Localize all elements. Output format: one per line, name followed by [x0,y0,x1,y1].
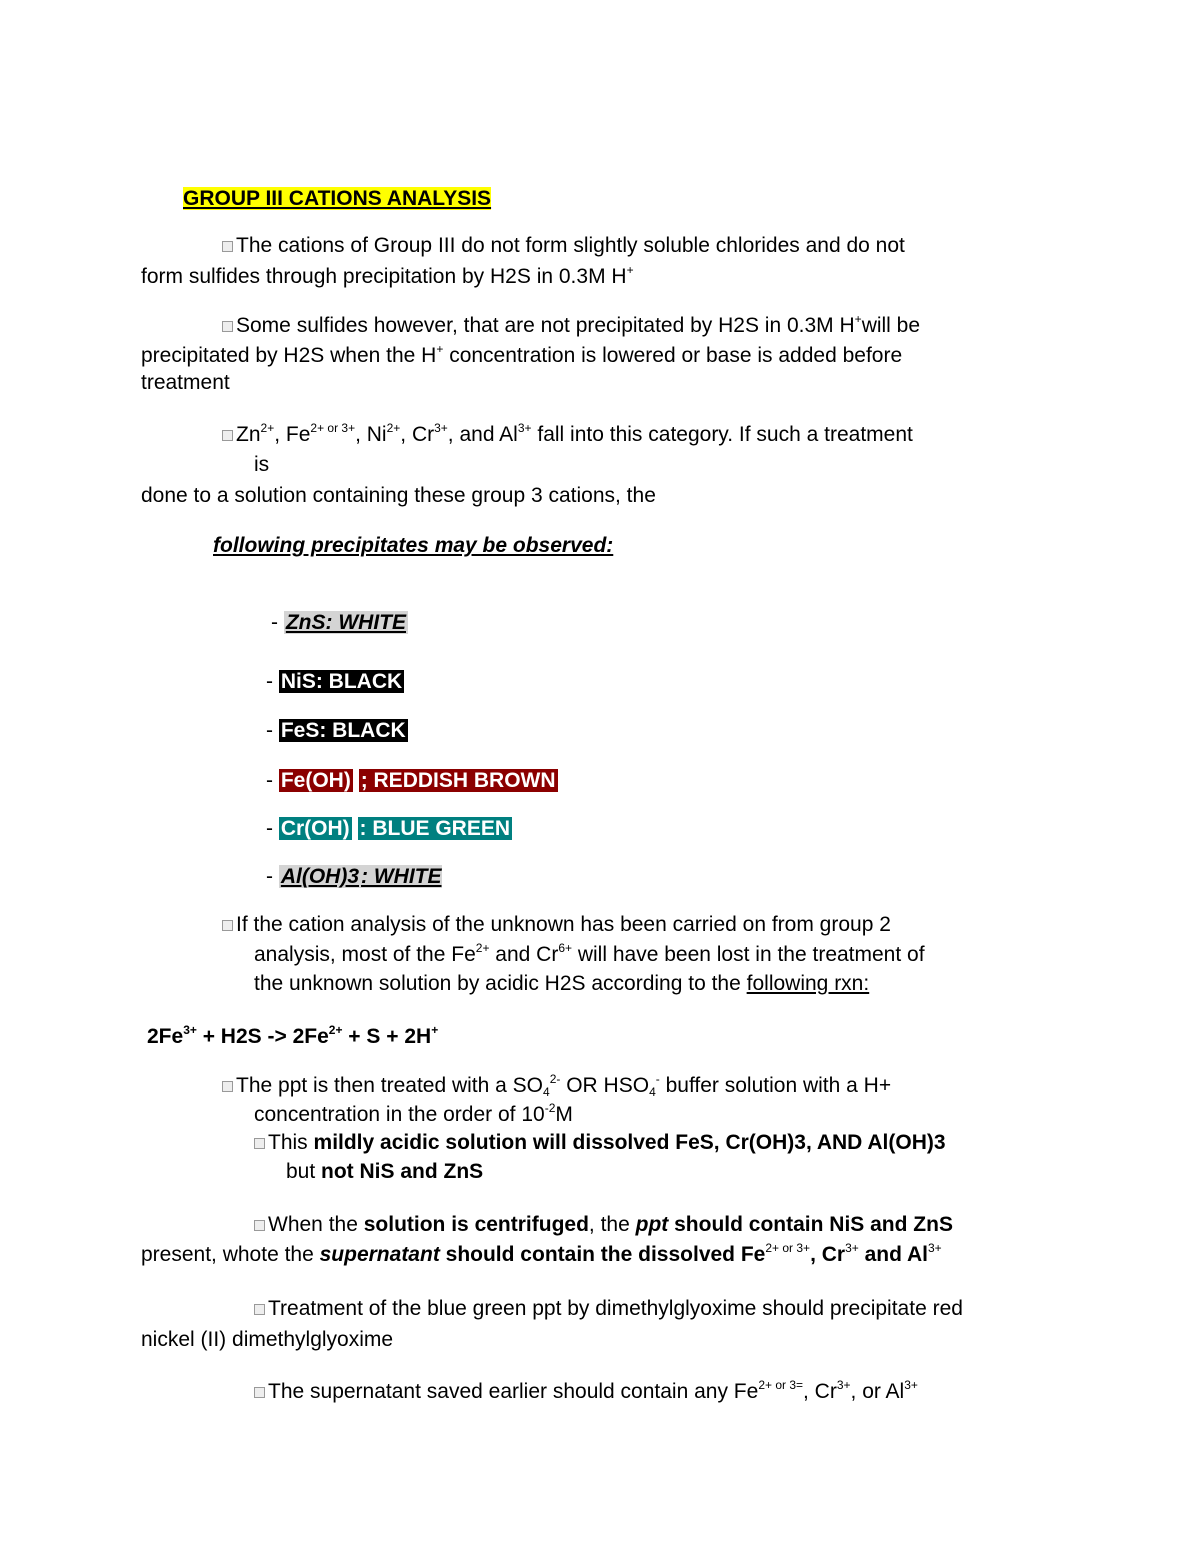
bullet-box-icon [254,1387,265,1398]
bullet-5-line-1: The ppt is then treated with a $SO_4^{2-}$ OR $HSO_4^-$ buffer solution with a H+ [222,1075,891,1096]
bullet-4-line-3: the unknown solution by acidic H2S according to the following rxn: [254,972,870,995]
precip-zns: - ZnS: WHITE [271,611,406,634]
precip-fes: - FeS: BLACK [266,719,406,742]
bullet-5-line-2: concentration in the order of $10^{-2}M$ [254,1101,573,1126]
page-title: GROUP III CATIONS ANALYSIS [183,187,492,210]
bullet-box-icon [222,241,233,252]
precip-croh: - Cr(OH) : BLUE GREEN [266,817,511,840]
bullet-6-line-2: but not NiS and ZnS [286,1160,484,1183]
bullet-2-line-1: Some sulfides however, that are not precipitated by H2S in 0.3M H+will be [222,315,920,336]
bullet-box-icon [254,1304,265,1315]
bullet-4-line-1: If the cation analysis of the unknown has been carried on from group 2 [222,914,891,935]
bullet-2-line-2: precipitated by H2S when the H+ concentration is lowered or base is added before [141,342,903,367]
precip-feoh: - Fe(OH) ; REDDISH BROWN [266,769,556,792]
bullet-7-line-2: present, whote the supernatant should contain the dissolved $Fe^{2+ or 3+}$, $Cr^{3+}$ and $Al^{3+}$ [141,1241,942,1266]
bullet-6-line-1: This mildly acidic solution will dissolved FeS, Cr(OH)3, AND Al(OH)3 [254,1132,946,1153]
bullet-1-line-2: form sulfides through precipitation by H2S in 0.3M H+ [141,263,634,288]
bullet-8-line-1: Treatment of the blue green ppt by dimethylglyoxime should precipitate red [254,1298,963,1319]
bullet-2-line-3: treatment [141,371,230,394]
precipitates-header: following precipitates may be observed: [213,534,614,557]
bullet-3-line-3: done to a solution containing these group 3 cations, the [141,484,656,507]
bullet-box-icon [222,430,233,441]
reaction-equation: $2Fe^{3+} + H2S -> 2Fe^{2+} + S + 2H^+$ [147,1023,439,1048]
bullet-7-line-1: When the solution is centrifuged, the ppt should contain NiS and ZnS [254,1214,953,1235]
bullet-4-line-2: analysis, most of the $Fe^{2+}$ and $Cr^{6+}$ will have been lost in the treatment of [254,941,925,966]
bullet-box-icon [222,321,233,332]
bullet-8-line-2: nickel (II) dimethylglyoxime [141,1328,394,1351]
bullet-box-icon [222,920,233,931]
bullet-1-line-1: The cations of Group III do not form slightly soluble chlorides and do not [222,235,905,256]
bullet-3-line-1: $Zn^{2+}$, $Fe^{2+ or 3+}$, $Ni^{2+}$, $Cr^{3+}$, and $Al^{3+}$ fall into this category. If such a treatment [222,424,913,445]
precip-aloh: - Al(OH)3: WHITE [266,865,442,888]
bullet-3-line-2: is [254,453,270,476]
bullet-box-icon [254,1220,265,1231]
precip-nis: - NiS: BLACK [266,670,403,693]
bullet-9-line-1: The supernatant saved earlier should contain any $Fe^{2+ or 3=}$, $Cr^{3+}$, or $Al^{3+}$ [254,1381,918,1402]
bullet-box-icon [254,1138,265,1149]
bullet-box-icon [222,1081,233,1092]
